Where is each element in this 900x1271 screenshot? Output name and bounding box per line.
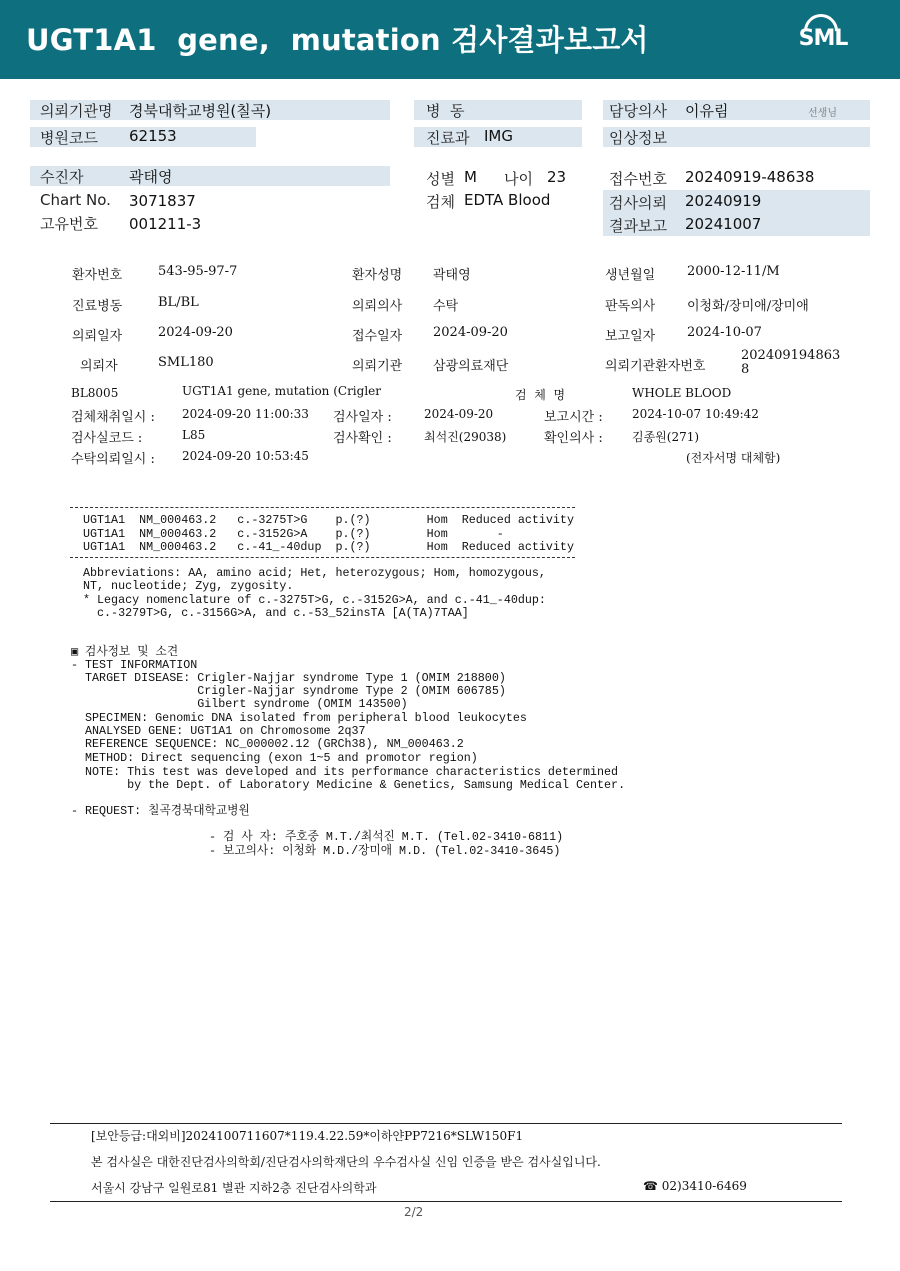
sex-label: 성별 — [426, 170, 455, 188]
result-row: UGT1A1 NM_000463.2 c.-3275T>G p.(?) Hom Reduced activity — [83, 513, 574, 527]
test-info-line: METHOD: Direct sequencing (exon 1~5 and promotor region) — [71, 751, 478, 765]
security-line: [보안등급:대외비]2024100711607*119.4.22.59*이하얀PP7216*SLW150F1 — [91, 1129, 524, 1143]
result-row: UGT1A1 NM_000463.2 c.-41_-40dup p.(?) Hom Reduced activity — [83, 540, 574, 554]
results-top-divider — [70, 507, 575, 508]
inst-patient-no-label: 의뢰기관환자번호 — [605, 359, 706, 374]
logo-text: SML — [798, 26, 848, 51]
doctor-label: 담당의사 — [609, 102, 667, 120]
e-signature-note: (전자서명 대체함) — [686, 451, 781, 465]
test-info-line: ANALYSED GENE: UGT1A1 on Chromosome 2q37 — [71, 724, 366, 738]
req-doc-label: 의뢰의사 — [352, 299, 403, 314]
patient-name-label: 환자성명 — [352, 268, 403, 283]
hospital-code-value: 62153 — [129, 127, 177, 145]
requester-value: SML180 — [158, 355, 214, 370]
doctor-value: 이유림 — [685, 102, 729, 120]
sex-value: M — [464, 168, 477, 186]
result-row: UGT1A1 NM_000463.2 c.-3152G>A p.(?) Hom - — [83, 527, 504, 541]
report-date-value: 2024-10-07 — [687, 325, 762, 340]
req-inst-value: 삼광의료재단 — [433, 359, 509, 374]
chart-no-value: 3071837 — [129, 192, 196, 210]
receipt-no-label: 접수번호 — [609, 170, 667, 188]
inst-patient-no-value-1: 202409194863 — [741, 348, 841, 363]
chart-no-label: Chart No. — [40, 191, 111, 209]
test-info-line: TARGET DISEASE: Crigler-Najjar syndrome Type 1 (OMIM 218800) — [71, 671, 506, 685]
lab-code-label: 검사실코드 : — [71, 431, 143, 446]
ward-scan-value: BL/BL — [158, 295, 199, 310]
inst-patient-no-value-2: 8 — [741, 362, 750, 377]
test-date-label: 검사일자 : — [333, 410, 392, 425]
unique-no-label: 고유번호 — [40, 215, 98, 233]
info-heading: ▣ 검사정보 및 소견 — [71, 645, 179, 659]
test-info-line: Crigler-Najjar syndrome Type 2 (OMIM 606785) — [71, 684, 506, 698]
patient-name-value: 곽태영 — [433, 268, 471, 283]
phone-line: ☎ 02)3410-6469 — [643, 1179, 747, 1193]
test-request-label: 검사의뢰 — [609, 194, 667, 212]
age-value: 23 — [547, 168, 567, 186]
reader-label: 판독의사 — [605, 299, 656, 314]
test-name: UGT1A1 gene, mutation (Crigler — [182, 384, 382, 398]
doctor-title: 선생님 — [808, 108, 837, 119]
req-date-label: 의뢰일자 — [72, 329, 123, 344]
address-line: 서울시 강남구 일원로81 별관 지하2층 진단검사의학과 — [91, 1181, 377, 1195]
reg-no-value: 543-95-97-7 — [158, 264, 238, 279]
requester-label: 의뢰자 — [80, 359, 118, 374]
reg-no-label: 환자번호 — [72, 268, 123, 283]
staff-line: - 검 사 자: 주호중 M.T./최석진 M.T. (Tel.02-3410-6811) — [209, 830, 564, 844]
patient-label: 수진자 — [40, 168, 84, 186]
dob-value: 2000-12-11/M — [687, 264, 780, 279]
confirm-doc-value: 김종원(271) — [632, 430, 700, 444]
staff-line: - 보고의사: 이청화 M.D./장미애 M.D. (Tel.02-3410-3645) — [209, 844, 561, 858]
sml-logo — [795, 14, 851, 64]
receipt-no-value: 20240919-48638 — [685, 168, 815, 186]
result-report-value: 20241007 — [685, 215, 762, 233]
specimen-name-label: 검 체 명 — [515, 388, 566, 402]
test-info-line: - TEST INFORMATION — [71, 658, 198, 672]
report-header — [0, 0, 900, 79]
req-doc-value: 수탁 — [433, 299, 459, 314]
confirm-doc-label: 확인의사 : — [544, 431, 603, 446]
institution-value: 경북대학교병원(칠곡) — [129, 102, 272, 120]
result-report-label: 결과보고 — [609, 217, 667, 235]
page-number: 2/2 — [404, 1205, 424, 1219]
request-line: - REQUEST: 칠곡경북대학교병원 — [71, 804, 250, 818]
ward-label: 병 동 — [426, 102, 465, 120]
test-confirm-label: 검사확인 : — [333, 431, 392, 446]
report-time-value: 2024-10-07 10:49:42 — [632, 407, 759, 421]
lab-code-value: L85 — [182, 428, 206, 442]
report-time-label: 보고시간 : — [544, 410, 603, 425]
recv-date-value: 2024-09-20 — [433, 325, 508, 340]
abbreviations-line: Abbreviations: AA, amino acid; Het, heterozygous; Hom, homozygous, — [83, 566, 546, 580]
legacy-note-line: * Legacy nomenclature of c.-3275T>G, c.-3152G>A, and c.-41_-40dup: — [83, 593, 546, 607]
test-info-line: SPECIMEN: Genomic DNA isolated from peripheral blood leukocytes — [71, 711, 527, 725]
recv-date-label: 접수일자 — [352, 329, 403, 344]
certification-line: 본 검사실은 대한진단검사의학회/진단검사의학재단의 우수검사실 신임 인증을 받은 검사실입니다. — [91, 1155, 601, 1169]
test-request-value: 20240919 — [685, 192, 762, 210]
receive-value: 2024-09-20 10:53:45 — [182, 449, 309, 463]
test-code: BL8005 — [71, 386, 119, 400]
abbreviations-line: NT, nucleotide; Zyg, zygosity. — [83, 579, 294, 593]
specimen-label: 검체 — [426, 193, 455, 211]
receive-label: 수탁의뢰일시 : — [71, 452, 155, 467]
req-date-value: 2024-09-20 — [158, 325, 233, 340]
specimen-name-value: WHOLE BLOOD — [632, 386, 732, 400]
dob-label: 생년월일 — [605, 268, 656, 283]
ward-scan-label: 진료병동 — [72, 299, 123, 314]
req-inst-label: 의뢰기관 — [352, 359, 403, 374]
test-info-line: REFERENCE SEQUENCE: NC_000002.12 (GRCh38), NM_000463.2 — [71, 737, 464, 751]
age-label: 나이 — [504, 170, 533, 188]
clinical-info-label: 임상정보 — [609, 129, 667, 147]
results-bottom-divider — [70, 557, 575, 558]
test-info-line: NOTE: This test was developed and its performance characteristics determined — [71, 765, 619, 779]
collect-value: 2024-09-20 11:00:33 — [182, 407, 309, 421]
report-title: UGT1A1 gene, mutation 검사결과보고서 — [26, 23, 649, 57]
test-date-value: 2024-09-20 — [424, 407, 494, 421]
test-info-line: by the Dept. of Laboratory Medicine & Genetics, Samsung Medical Center. — [71, 778, 626, 792]
department-label: 진료과 — [426, 129, 470, 147]
hospital-code-label: 병원코드 — [40, 129, 98, 147]
report-date-label: 보고일자 — [605, 329, 656, 344]
reader-value: 이청화/장미애/장미애 — [687, 299, 809, 314]
patient-value: 곽태영 — [129, 168, 173, 186]
footer-bottom-rule — [50, 1201, 842, 1202]
test-info-line: Gilbert syndrome (OMIM 143500) — [71, 697, 408, 711]
footer-top-rule — [50, 1123, 842, 1124]
unique-no-value: 001211-3 — [129, 215, 202, 233]
institution-label: 의뢰기관명 — [40, 102, 113, 120]
test-confirm-value: 최석진(29038) — [424, 430, 507, 444]
collect-label: 검체채취일시 : — [71, 410, 155, 425]
specimen-value: EDTA Blood — [464, 191, 551, 209]
legacy-note-line: c.-3279T>G, c.-3156G>A, and c.-53_52insTA [A(TA)7TAA] — [83, 606, 469, 620]
department-value: IMG — [484, 127, 513, 145]
patient-bar — [30, 166, 390, 186]
